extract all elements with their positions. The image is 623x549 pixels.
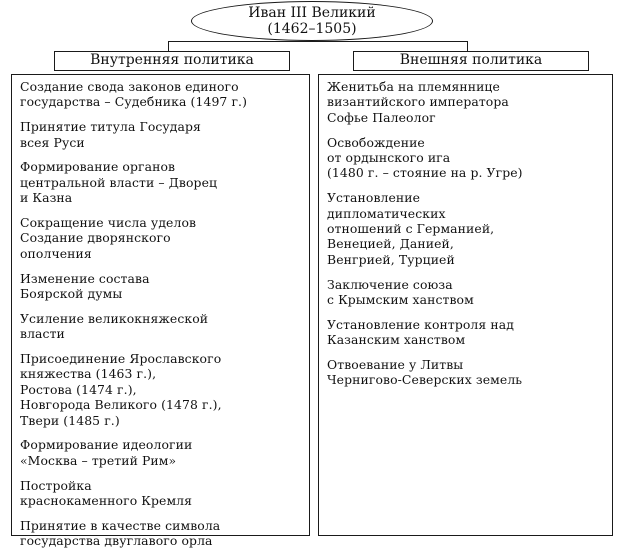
foreign-policy-item: Женитьба на племяннице византийского императора Софье Палеолог xyxy=(327,79,509,125)
domestic-policy-item: Постройка краснокаменного Кремля xyxy=(20,477,193,509)
domestic-policy-item: Присоединение Ярославского княжества (1463 г.), Ростова (1474 г.), Новгорода Великого (1478 г.), Твери (1485 г.) xyxy=(20,351,222,428)
domestic-policy-item: Изменение состава Боярской думы xyxy=(20,270,150,302)
foreign-policy-list xyxy=(319,75,612,388)
domestic-policy-item: Усиление великокняжеской власти xyxy=(20,310,209,342)
domestic-policy-item: Принятие в качестве символа государства двуглавого орла xyxy=(20,517,221,549)
foreign-policy-item: Установление дипломатических отношений с Германией, Венецией, Данией, Венгрией, Турцией xyxy=(327,190,495,267)
title-years: (1462–1505) xyxy=(267,21,357,37)
domestic-policy-box xyxy=(11,74,310,549)
domestic-policy-header: Внутренняя политика xyxy=(54,51,290,71)
foreign-policy-item: Заключение союза с Крымским ханством xyxy=(327,276,474,308)
domestic-policy-list xyxy=(12,75,309,549)
title-ellipse xyxy=(191,1,433,41)
foreign-policy-item: Установление контроля над Казанским ханством xyxy=(327,316,514,348)
foreign-policy-header: Внешняя политика xyxy=(353,51,589,71)
domestic-policy-item: Принятие титула Государя всея Руси xyxy=(20,119,201,150)
domestic-policy-item: Создание свода законов единого государства – Судебника (1497 г.) xyxy=(20,79,248,110)
foreign-policy-item: Отвоевание у Литвы Чернигово-Северских земель xyxy=(327,357,523,388)
foreign-policy-item: Освобождение от ордынского ига (1480 г. – стояние на р. Угре) xyxy=(327,134,523,181)
domestic-policy-item: Сокращение числа уделов Создание дворянского ополчения xyxy=(20,215,197,261)
domestic-policy-item: Формирование идеологии «Москва – третий Рим» xyxy=(20,437,193,468)
domestic-policy-item: Формирование органов центральной власти – Дворец и Казна xyxy=(20,159,218,206)
foreign-policy-box xyxy=(318,74,613,536)
title-name: Иван III Великий xyxy=(248,5,376,21)
